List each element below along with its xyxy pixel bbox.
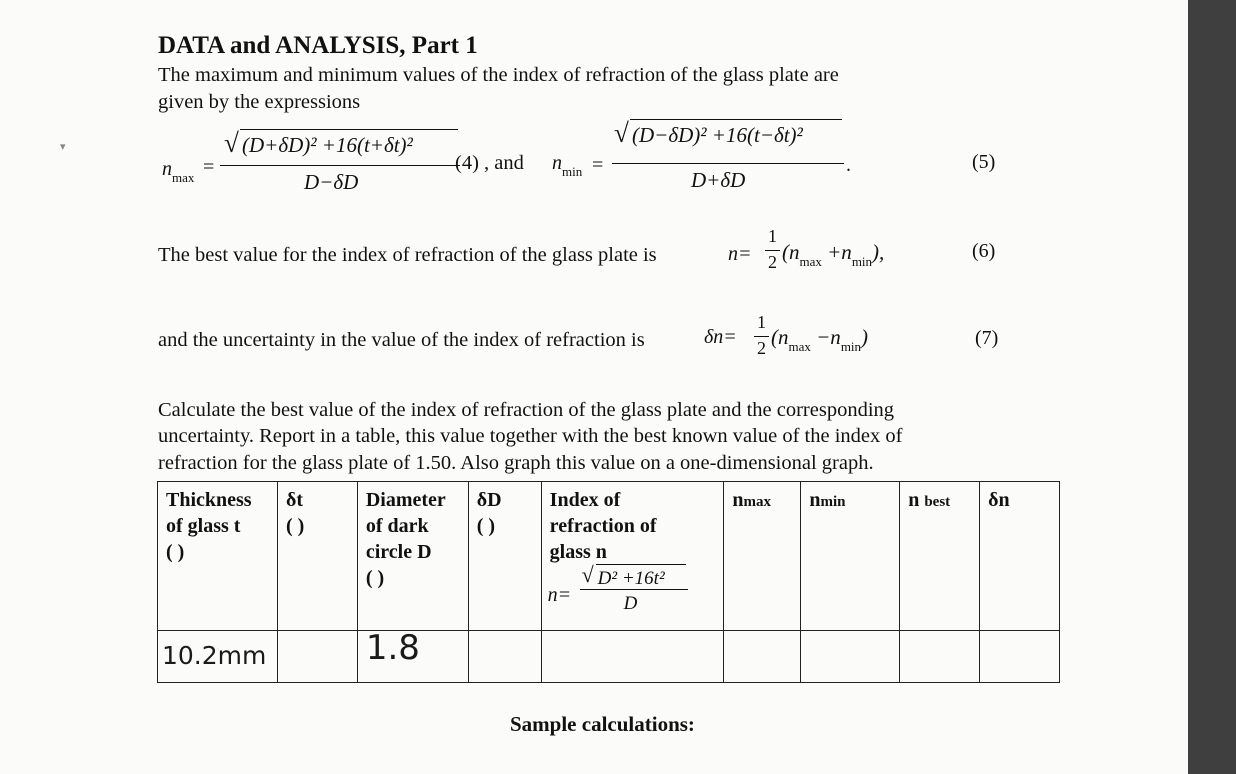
sqrt-sign-1: √	[224, 128, 239, 158]
header-delta-d	[468, 482, 541, 631]
nmin-fraction-line	[612, 163, 844, 164]
header-thickness-line-1: Thickness	[166, 489, 252, 511]
nmin-equals: =	[592, 154, 604, 176]
header-nmax-n: n	[732, 489, 744, 511]
cell-index	[541, 631, 724, 683]
eq7-minus: −n	[810, 325, 841, 349]
header-delta-t-label: δt	[285, 489, 303, 511]
nmax-denominator: D−δD	[304, 170, 359, 194]
nmin-denominator: D+δD	[691, 168, 746, 192]
eq7-lhs: δn=	[704, 326, 737, 348]
nmax-numerator: (D+δD)² +16(t+δt)²	[242, 133, 413, 157]
eq7-half-num: 1	[757, 312, 766, 332]
sqrt-bar-2	[630, 119, 842, 120]
cell-diameter	[357, 628, 468, 683]
eq5-period: .	[846, 154, 851, 176]
eq7-open: (n	[771, 325, 789, 349]
header-index	[541, 482, 724, 631]
header-delta-d-unit: ( )	[476, 515, 496, 537]
eq7-sub-min: min	[840, 339, 862, 354]
eq6-sub-min: min	[851, 254, 873, 269]
handwritten-diameter: 1.8	[365, 628, 420, 669]
section-heading: DATA and ANALYSIS, Part 1	[158, 32, 478, 59]
eq6-lhs: n=	[728, 243, 752, 265]
header-nbest-n: n	[908, 489, 920, 511]
header-thickness-line-2: of glass t	[166, 515, 241, 537]
eq6-plus: +n	[821, 240, 852, 264]
eq6-sub-max: max	[799, 254, 822, 269]
eq6-half-num: 1	[768, 226, 777, 246]
eq4-label-and: (4) , and	[455, 152, 524, 174]
eq7-close: )	[861, 325, 869, 349]
eq7-text: and the uncertainty in the value of the index of refraction is	[158, 329, 645, 351]
formula-sqrt-sign: √	[581, 562, 594, 587]
equation-number-7: (7)	[975, 327, 999, 349]
formula-lhs: n=	[547, 584, 572, 606]
header-diameter-unit: ( )	[365, 567, 385, 589]
cell-thickness	[158, 631, 278, 683]
nmax-subscript: max	[172, 170, 195, 185]
sqrt-sign-2: √	[614, 118, 629, 148]
cell-delta-n	[980, 631, 1060, 683]
header-nmin	[801, 482, 900, 631]
nmin-numerator: (D−δD)² +16(t−δt)²	[632, 123, 803, 147]
nmax-symbol: n	[162, 158, 172, 180]
header-index-line-1: Index of	[549, 489, 621, 511]
header-index-line-2: refraction of	[549, 515, 657, 537]
table-header-row	[158, 482, 1060, 631]
header-diameter	[357, 482, 468, 631]
instructions-line-1: Calculate the best value of the index of refraction of the glass plate and the corresponding	[158, 399, 895, 421]
formula-numerator: D² +16t²	[597, 568, 665, 589]
nmin-symbol: n	[552, 152, 562, 174]
sample-calculations-label: Sample calculations:	[510, 712, 695, 736]
header-diameter-line-2: of dark	[365, 515, 429, 537]
header-delta-t-unit: ( )	[285, 515, 305, 537]
formula-denominator: D	[623, 593, 638, 614]
equation-number-6: (6)	[972, 240, 996, 262]
table-row	[158, 631, 1060, 683]
equation-number-5: (5)	[972, 151, 996, 173]
header-nbest	[900, 482, 980, 631]
cell-delta-t	[277, 631, 357, 683]
cell-nbest	[900, 631, 980, 683]
header-nmin-n: n	[809, 489, 821, 511]
header-delta-d-label: δD	[476, 489, 502, 511]
header-diameter-line-3: circle D	[365, 541, 432, 563]
intro-line-2: given by the expressions	[158, 91, 361, 113]
header-delta-t	[277, 482, 357, 631]
cell-nmin	[801, 631, 900, 683]
nmin-subscript: min	[562, 164, 583, 179]
viewer-scrollbar[interactable]	[1188, 0, 1236, 774]
eq6-half-den: 2	[768, 252, 777, 272]
data-table	[157, 481, 1060, 683]
cell-nmax	[724, 631, 801, 683]
header-index-line-3: glass n	[549, 541, 607, 563]
eq7-sub-max: max	[788, 339, 811, 354]
eq6-open: (n	[782, 240, 800, 264]
nmax-equals: =	[203, 156, 215, 178]
header-delta-n	[980, 482, 1060, 631]
eq7-half-den: 2	[757, 338, 766, 358]
header-thickness	[158, 482, 278, 631]
eq6-close: ),	[872, 240, 885, 264]
sqrt-bar-1	[240, 129, 458, 130]
handwritten-thickness: 10.2mm	[162, 641, 267, 671]
eq6-text: The best value for the index of refraction of the glass plate is	[158, 244, 657, 266]
header-thickness-unit: ( )	[166, 541, 185, 563]
cell-delta-d	[468, 631, 541, 683]
header-nmin-sub: min	[820, 494, 846, 510]
header-nmax-sub: max	[743, 494, 772, 510]
nmax-fraction-line	[220, 165, 460, 166]
instructions-line-3: refraction for the glass plate of 1.50. Also graph this value on a one-dimensional graph.	[158, 452, 874, 474]
header-delta-n-label: δn	[988, 489, 1010, 511]
intro-line-1: The maximum and minimum values of the index of refraction of the glass plate are	[158, 64, 839, 86]
header-diameter-line-1: Diameter	[365, 489, 446, 511]
instructions-line-2: uncertainty. Report in a table, this value together with the best known value of the index of	[158, 425, 903, 447]
header-nmax	[724, 482, 801, 631]
header-index-formula	[542, 562, 725, 616]
header-nbest-sub: best	[924, 494, 951, 510]
margin-speck: ▾	[60, 141, 66, 153]
